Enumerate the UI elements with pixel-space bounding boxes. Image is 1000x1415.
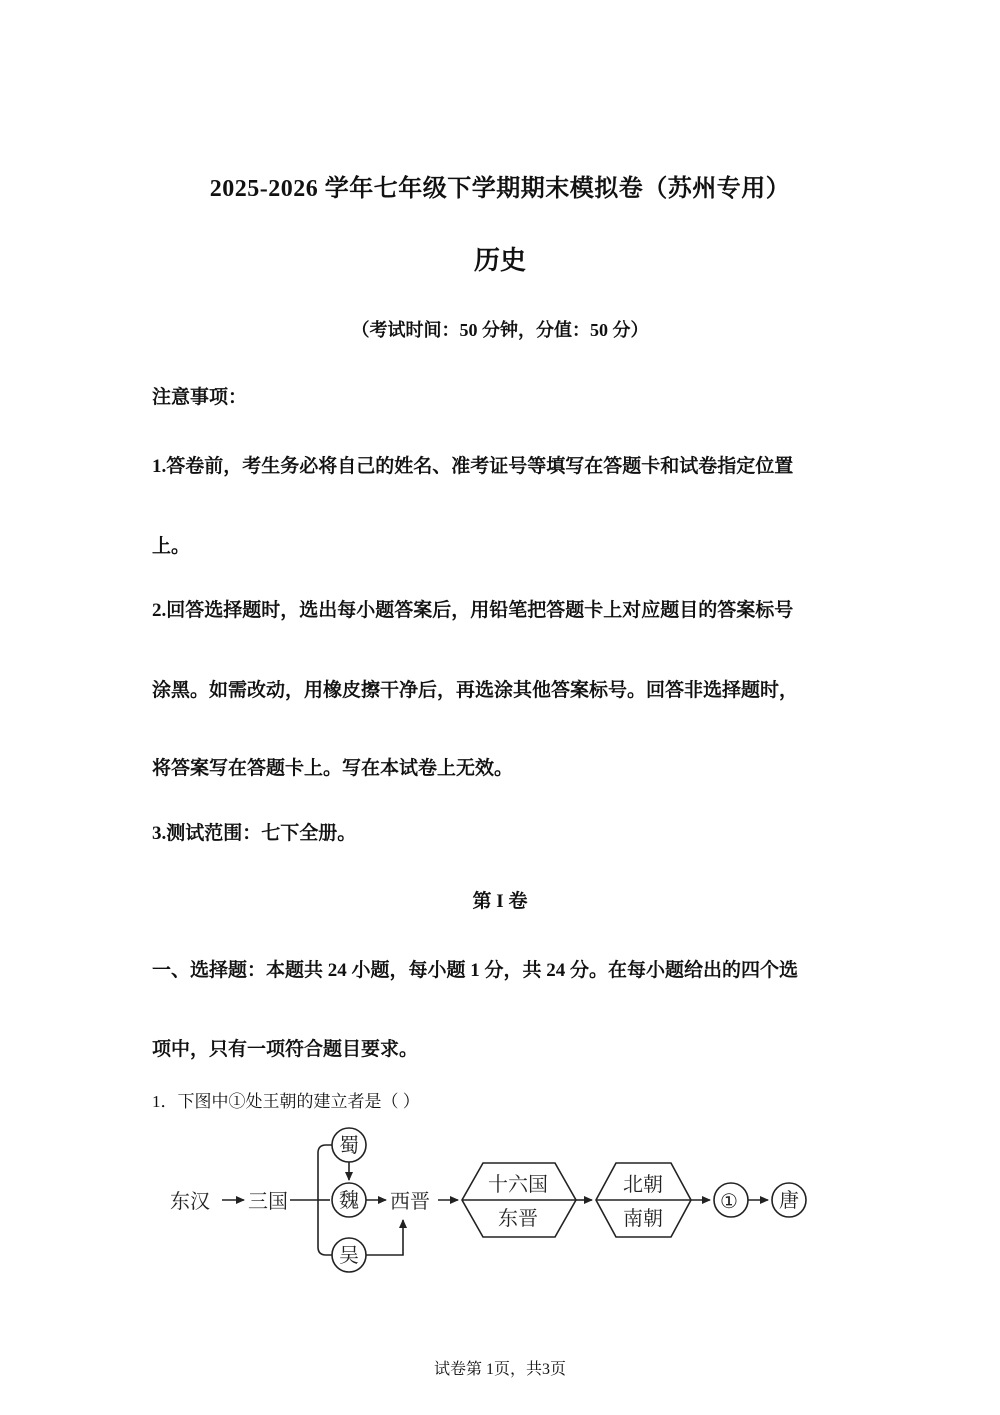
blank-label: ① <box>720 1189 738 1213</box>
hex2-bottom-label: 南朝 <box>623 1206 663 1230</box>
notice-line: 将答案写在答题卡上。写在本试卷上无效。 <box>152 758 514 779</box>
notice-line: 涂黑。如需改动，用橡皮擦干净后，再选涂其他答案标号。回答非选择题时， <box>152 680 799 701</box>
exam-title: 2025-2026 学年七年级下学期期末模拟卷（苏州专用） <box>209 176 791 202</box>
notice-line: 3.测试范围：七下全册。 <box>152 823 357 844</box>
section-instructions: 项中，只有一项符合题目要求。 <box>152 1039 419 1060</box>
notice-line: 1.答卷前，考生务必将自己的姓名、准考证号等填写在答题卡和试卷指定位置 <box>152 456 794 477</box>
xijin-label: 西晋 <box>390 1189 430 1213</box>
section-instructions: 一、选择题：本题共 24 小题，每小题 1 分，共 24 分。在每小题给出的四个选 <box>152 960 799 981</box>
wu-label: 吴 <box>339 1243 359 1267</box>
hex1-bottom-label: 东晋 <box>498 1206 538 1230</box>
tang-label: 唐 <box>779 1188 799 1212</box>
wei-label: 魏 <box>339 1188 359 1212</box>
notice-line: 2.回答选择题时，选出每小题答案后，用铅笔把答题卡上对应题目的答案标号 <box>152 600 794 621</box>
page-footer: 试卷第 1页，共3页 <box>433 1361 566 1378</box>
notice-heading: 注意事项： <box>152 387 248 408</box>
sanguo-label: 三国 <box>248 1189 288 1213</box>
arrow <box>366 1220 403 1255</box>
hex1-top-label: 十六国 <box>488 1172 548 1196</box>
exam-info: （考试时间：50 分钟，分值：50 分） <box>351 320 649 340</box>
part-label: 第 I 卷 <box>472 891 528 912</box>
notice-line: 上。 <box>152 536 191 557</box>
donghan-label: 东汉 <box>170 1189 210 1213</box>
subject-title: 历史 <box>473 246 526 275</box>
dynasty-flow-diagram <box>160 1124 820 1274</box>
shu-label: 蜀 <box>339 1133 359 1157</box>
question-1-text: 1．下图中①处王朝的建立者是（ ） <box>152 1092 420 1111</box>
hex2-top-label: 北朝 <box>623 1172 663 1196</box>
